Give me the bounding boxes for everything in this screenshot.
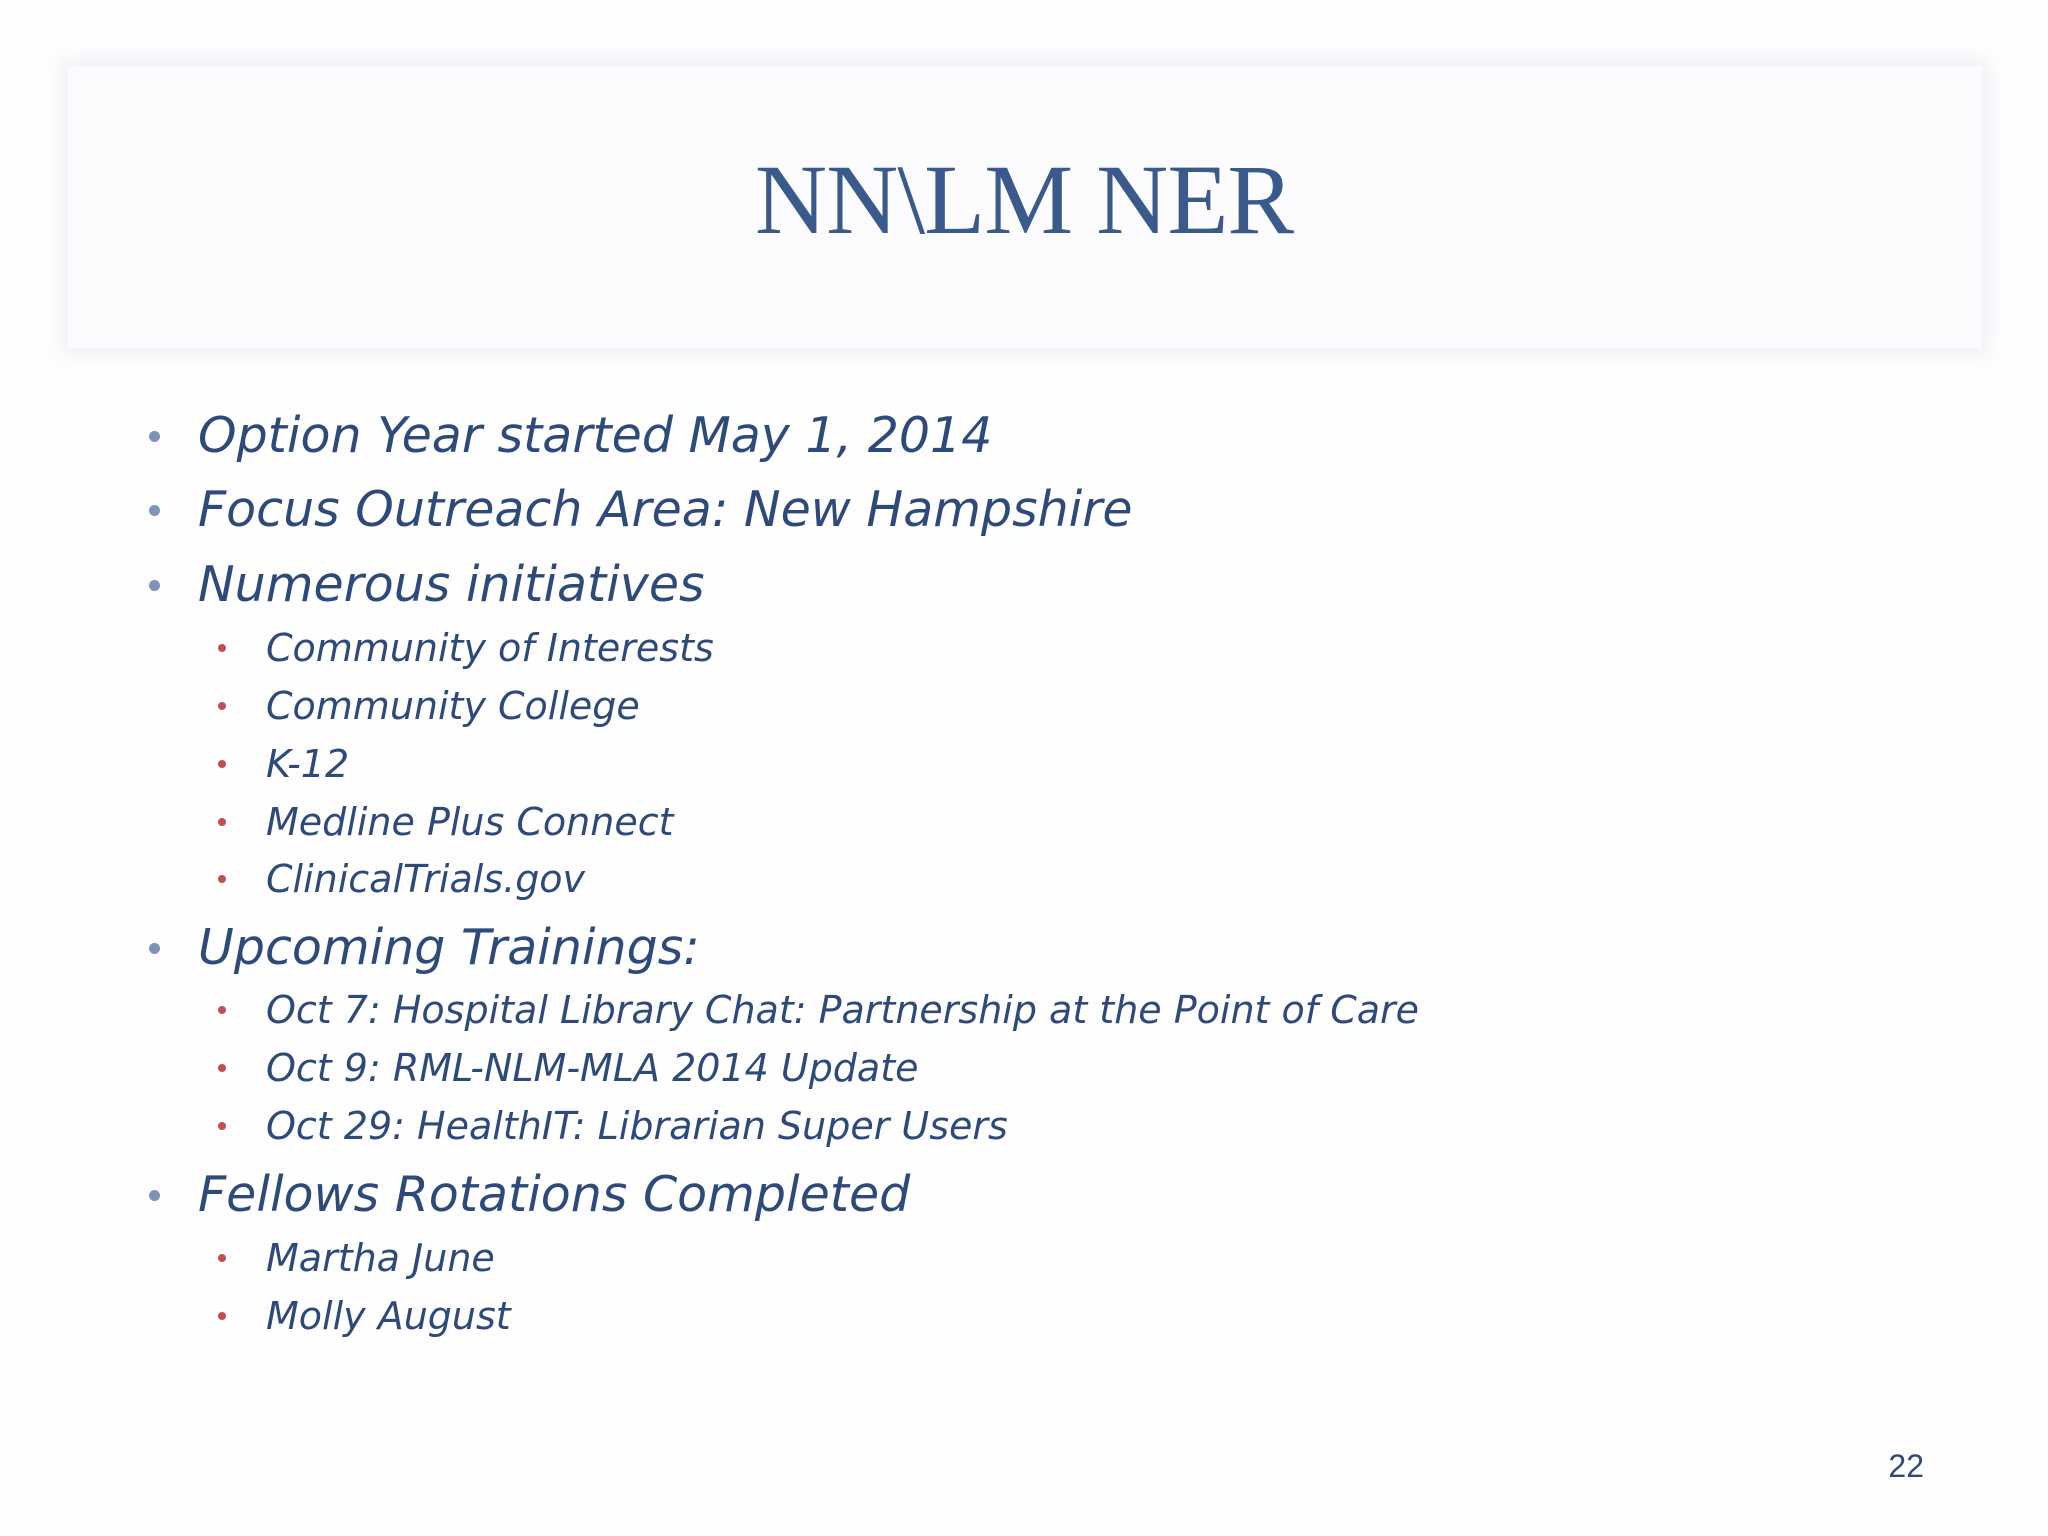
slide-title: NN\LM NER — [754, 144, 1294, 255]
sub-bullet-item: Community of Interests — [266, 626, 714, 670]
sub-bullet-dot — [218, 1312, 226, 1320]
sub-bullet-item: Martha June — [266, 1236, 495, 1280]
sub-bullet-dot — [218, 1006, 226, 1014]
bullet-dot — [149, 943, 160, 954]
bullet-dot — [149, 505, 160, 516]
page-number: 22 — [1888, 1448, 1924, 1484]
sub-bullet-dot — [218, 702, 226, 710]
sub-bullet-item: K-12 — [266, 742, 350, 786]
bullet-item: Numerous initiatives — [198, 556, 705, 613]
sub-bullet-dot — [218, 644, 226, 652]
sub-bullet-dot — [218, 760, 226, 768]
sub-bullet-item: Medline Plus Connect — [266, 800, 674, 844]
sub-bullet-dot — [218, 875, 226, 883]
sub-bullet-dot — [218, 1122, 226, 1130]
bullet-item: Fellows Rotations Completed — [198, 1166, 911, 1223]
sub-bullet-item: Oct 29: HealthIT: Librarian Super Users — [266, 1104, 1008, 1148]
bullet-item: Option Year started May 1, 2014 — [198, 407, 993, 464]
sub-bullet-dot — [218, 818, 226, 826]
sub-bullet-item: Oct 7: Hospital Library Chat: Partnership at the Point of Care — [266, 988, 1420, 1032]
bullet-dot — [149, 580, 160, 591]
sub-bullet-item: ClinicalTrials.gov — [266, 857, 586, 901]
sub-bullet-dot — [218, 1064, 226, 1072]
bullet-item: Focus Outreach Area: New Hampshire — [198, 481, 1133, 538]
sub-bullet-item: Oct 9: RML-NLM-MLA 2014 Update — [266, 1046, 919, 1090]
bullet-dot — [149, 431, 160, 442]
sub-bullet-item: Community College — [266, 684, 640, 728]
sub-bullet-item: Molly August — [266, 1294, 511, 1338]
sub-bullet-dot — [218, 1254, 226, 1262]
bullet-item: Upcoming Trainings: — [198, 919, 700, 976]
bullet-dot — [149, 1190, 160, 1201]
